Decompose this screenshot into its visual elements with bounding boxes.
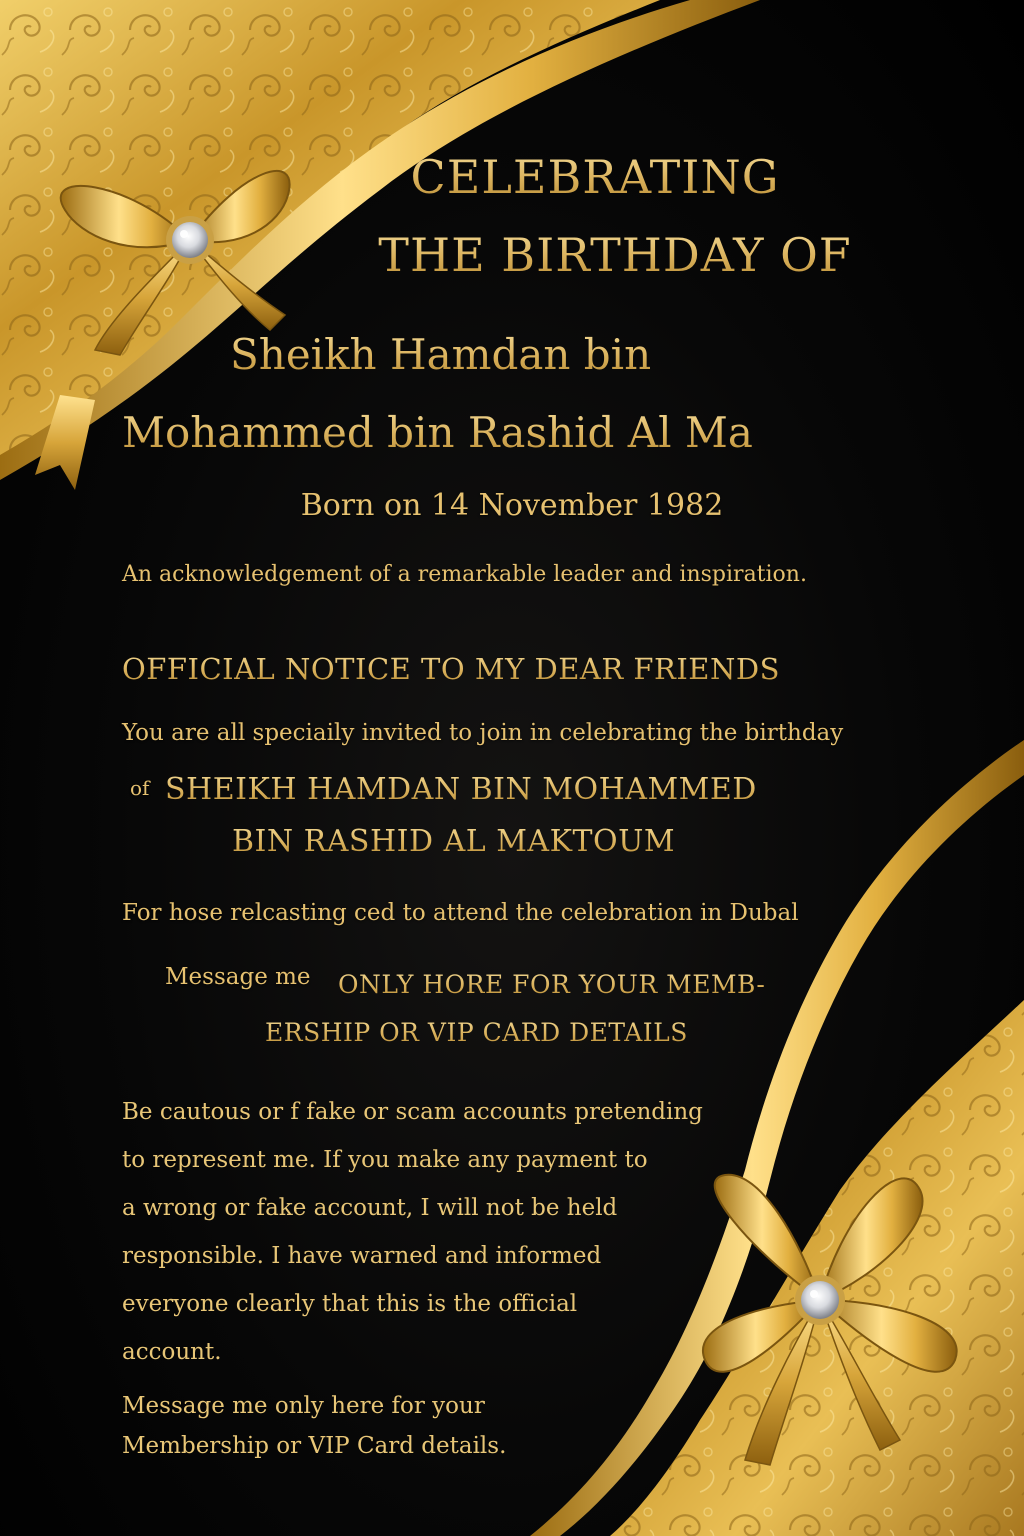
invite-name-line-2: BIN RASHID AL MAKTOUM bbox=[232, 824, 676, 859]
warning-line: to represent me. If you make any payment to bbox=[122, 1147, 648, 1173]
closing-line: Message me only here for your bbox=[122, 1393, 485, 1419]
message-me-prefix: Message me bbox=[165, 964, 311, 990]
warning-line: account. bbox=[122, 1339, 222, 1365]
warning-line: Be cautous or f fake or scam accounts pretending bbox=[122, 1099, 703, 1125]
notice-heading: OFFICIAL NOTICE TO MY DEAR FRIENDS bbox=[122, 652, 780, 686]
diamond-icon-bottom bbox=[795, 1275, 845, 1325]
birth-date: Born on 14 November 1982 bbox=[300, 488, 724, 523]
warning-line: a wrong or fake account, I will not be held bbox=[122, 1195, 618, 1221]
warning-line: everyone clearly that this is the official bbox=[122, 1291, 578, 1317]
membership-line-1: ONLY HORE FOR YOUR MEMB- bbox=[338, 970, 766, 999]
warning-line: responsible. I have warned and informed bbox=[122, 1243, 602, 1269]
headline-line-1: CELEBRATING bbox=[335, 150, 855, 204]
headline-line-2: THE BIRTHDAY OF bbox=[335, 228, 895, 282]
acknowledgement-text: An acknowledgement of a remarkable leader and inspiration. bbox=[122, 562, 807, 587]
invite-name-line-1: SHEIKH HAMDAN BIN MOHAMMED bbox=[165, 772, 757, 807]
warning-paragraph bbox=[122, 1088, 802, 1376]
diamond-icon-top bbox=[166, 216, 214, 264]
honoree-name-line-1: Sheikh Hamdan bin bbox=[230, 330, 652, 379]
invite-line-1: You are all speciaily invited to join in celebrating the birthday bbox=[122, 720, 844, 746]
membership-line-2: ERSHIP OR VIP CARD DETAILS bbox=[265, 1018, 688, 1047]
honoree-name-line-2: Mohammed bin Rashid Al Ma bbox=[122, 408, 753, 457]
closing-line: Membership or VIP Card details. bbox=[122, 1433, 507, 1459]
invite-of-word: of bbox=[130, 776, 150, 800]
closing-paragraph bbox=[122, 1386, 506, 1466]
attend-line: For hose relcasting ced to attend the celebration in Dubal bbox=[122, 900, 799, 926]
